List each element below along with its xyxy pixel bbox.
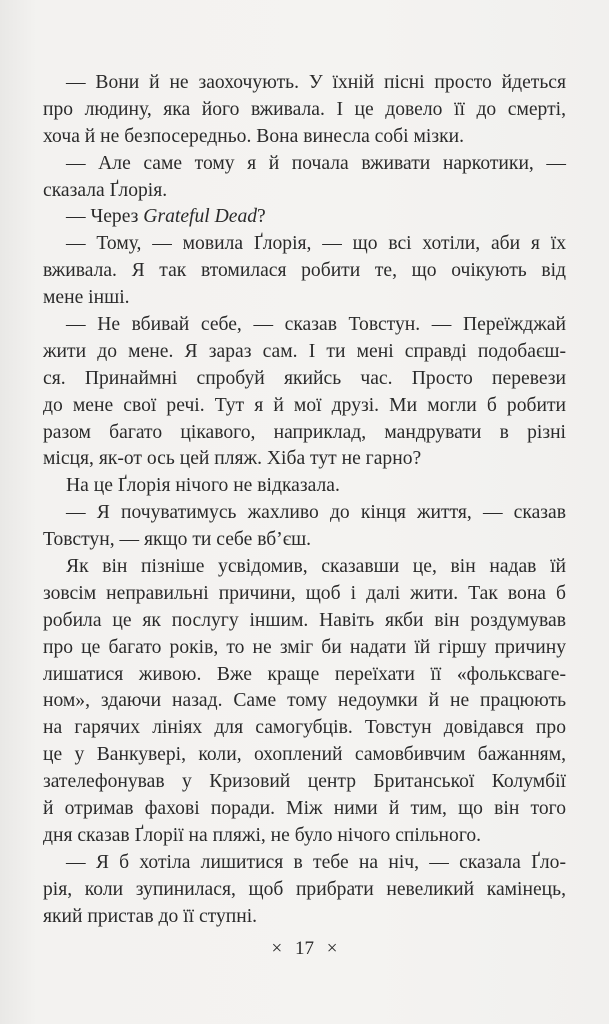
text-line: — Я почуватимусь жахливо до кінця життя, — сказав	[66, 502, 566, 524]
text-line: — Вони й не заохочують. У їхній пісні просто йдеться	[66, 72, 566, 93]
text-line: й отримав фахові поради. Між ними й тим, що він того	[43, 798, 566, 820]
text-line: сказала Ґлорія.	[43, 179, 168, 201]
folio-ornament-left: ×	[271, 938, 283, 959]
text-line: жити до мене. Я зараз сам. І ти мені справді подобаєш-	[43, 340, 566, 362]
folio-ornament-right: ×	[326, 938, 338, 959]
text-line: зовсім неправильні причини, щоб і далі жити. Так вона б	[43, 582, 566, 604]
text-line: рія, коли зупинилася, щоб прибрати невеликий камінець,	[43, 878, 566, 900]
text-line	[43, 204, 566, 231]
text-line: — Тому, — мовила Ґлорія, — що всі хотіли, аби я їх	[66, 233, 566, 255]
folio-number: 17	[295, 938, 314, 959]
text-line: Як він пізніше усвідомив, сказавши це, він надав їй	[66, 556, 566, 578]
text-run: — Через	[66, 206, 144, 228]
text-line: ся. Принаймні спробуй якийсь час. Просто перевези	[43, 367, 566, 389]
text-run: ?	[257, 206, 266, 228]
text-line: зателефонував у Кризовий центр Британської Колумбії	[43, 771, 566, 793]
text-line: — Але саме тому я й почала вживати наркотики, —	[66, 152, 566, 174]
text-line: на гарячих лініях для самогубців. Товстун довідався про	[43, 717, 566, 739]
page-number	[0, 938, 609, 960]
text-line: разом багато цікавого, наприклад, мандрувати в різні	[43, 421, 566, 443]
text-line: Товстун, — якщо ти себе вб’єш.	[43, 529, 312, 551]
text-line: мене інші.	[43, 287, 130, 309]
text-line: дня сказав Ґлорії на пляжі, не було нічого спільного.	[43, 824, 482, 846]
text-line: хоча й не безпосередньо. Вона винесла собі мізки.	[43, 125, 464, 147]
text-line: робила це як послугу іншим. Навіть якби він роздумував	[43, 609, 566, 631]
text-line: який пристав до її ступні.	[43, 905, 258, 927]
text-line: вживала. Я так втомилася робити те, що очікують від	[43, 260, 566, 282]
text-line: про людину, яка його вживала. І це довело її до смерті,	[43, 98, 566, 120]
text-line: — Не вбивай себе, — сказав Товстун. — Переїжджай	[66, 314, 566, 336]
text-line: до мене свої речі. Тут я й мої друзі. Ми могли б робити	[43, 394, 566, 416]
text-line: це у Ванкувері, коли, охоплений самовбивчим бажанням,	[43, 744, 566, 766]
text-line: лишатися живою. Вже краще переїхати її «фольксваге-	[43, 663, 566, 685]
body-text	[43, 70, 566, 931]
italic-title: Grateful Dead	[143, 206, 258, 228]
text-line: На це Ґлорія нічого не відказала.	[66, 475, 340, 497]
text-line: — Я б хотіла лишитися в тебе на ніч, — сказала Ґло-	[66, 851, 566, 873]
text-line: місця, як-от ось цей пляж. Хіба тут не гарно?	[43, 448, 422, 470]
text-line: ном», здаючи назад. Саме тому недоумки й не працюють	[43, 690, 566, 712]
text-line: про це багато років, то не зміг би надати їй гіршу причину	[43, 636, 566, 658]
